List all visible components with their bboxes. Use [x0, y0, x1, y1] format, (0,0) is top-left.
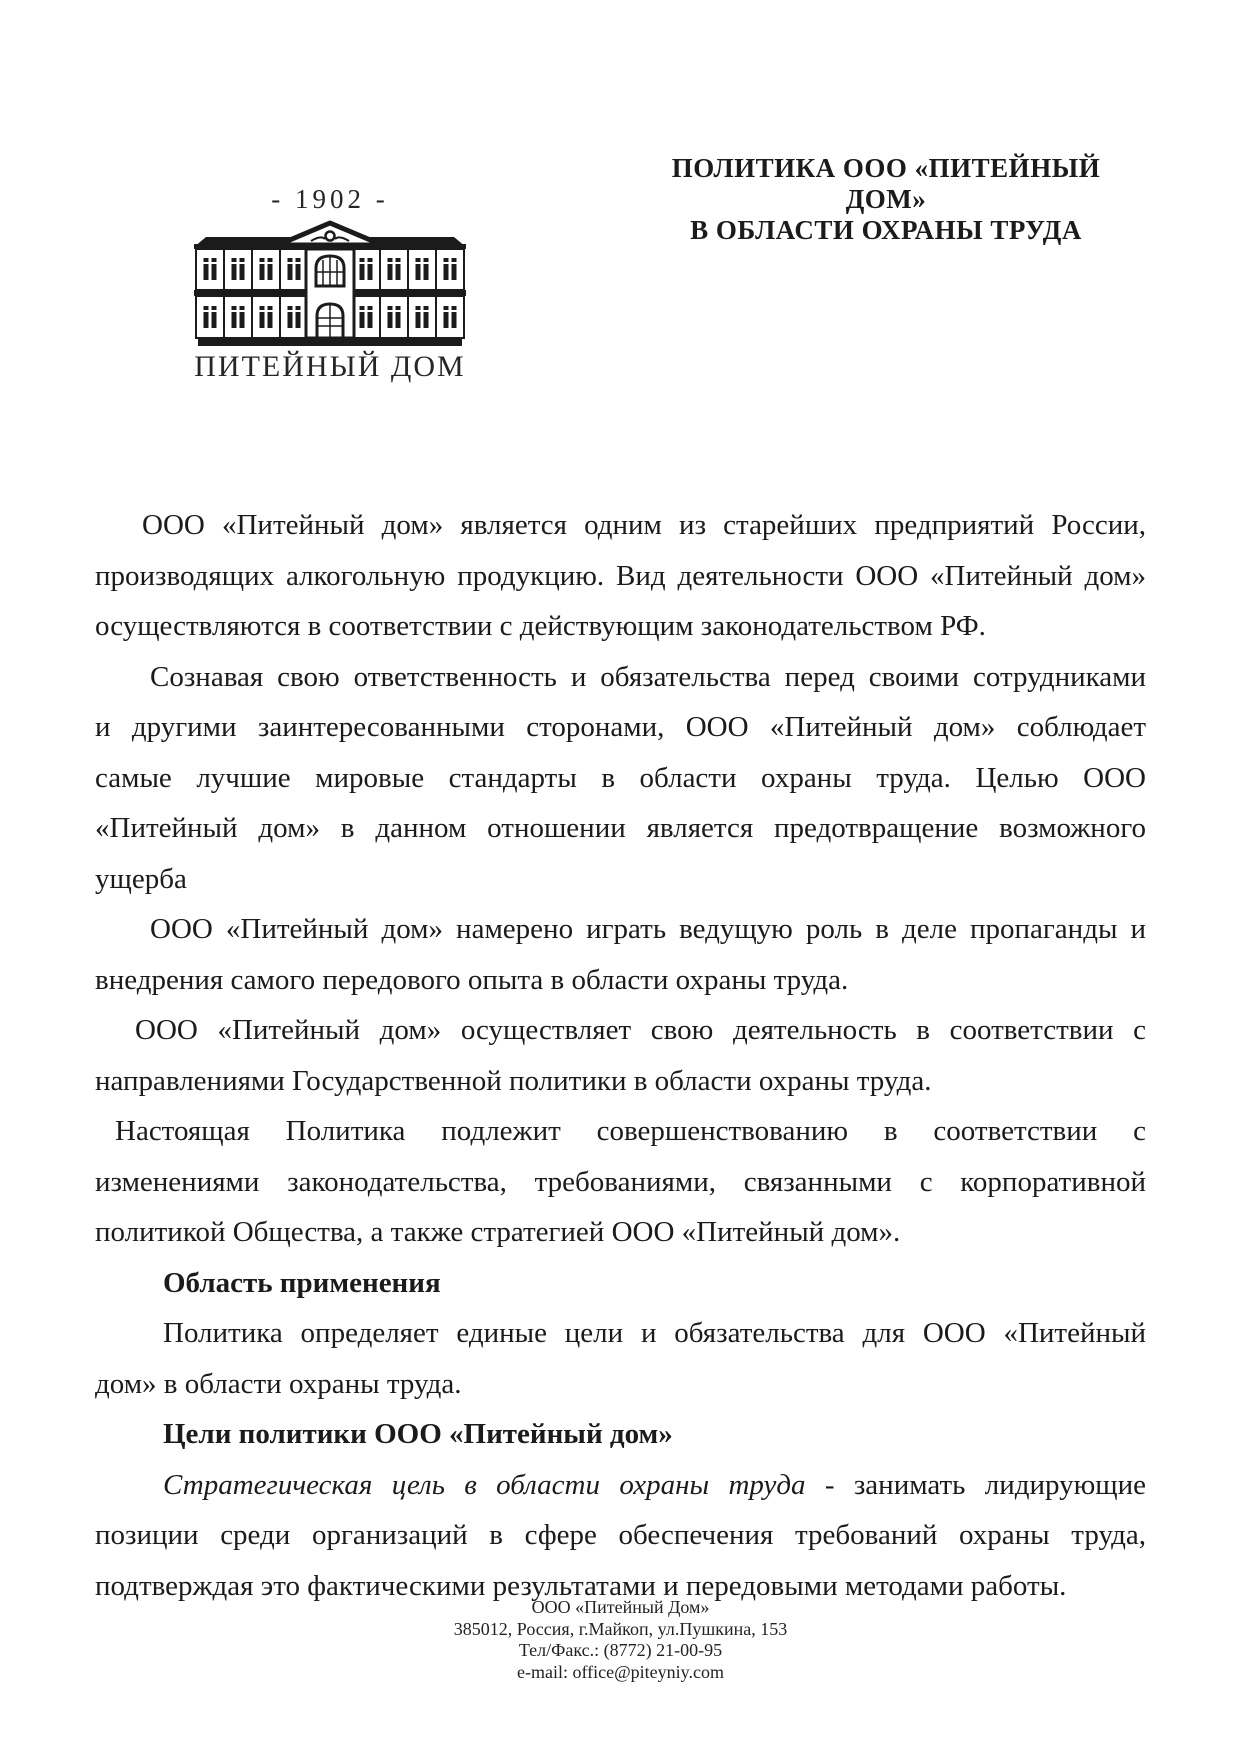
text-line: производящих алкогольную продукцию. Вид деятельности ООО «Питейный дом» [95, 559, 1146, 592]
text-line: подтверждая это фактическими результатами и передовыми методами работы. [95, 1569, 1067, 1602]
paragraph-p1 [95, 500, 1146, 652]
text-line: Цели политики ООО «Питейный дом» [163, 1418, 673, 1450]
footer-line: 385012, Россия, г.Майкоп, ул.Пушкина, 153 [453, 1618, 788, 1639]
company-logo [189, 184, 471, 384]
text-line: внедрения самого передового опыта в области охраны труда. [95, 963, 849, 996]
paragraph-p7 [95, 1460, 1146, 1612]
footer-line: Тел/Факс.: (8772) 21-00-95 [518, 1640, 723, 1660]
text-line: «Питейный дом» в данном отношении является предотвращение возможного [95, 812, 1146, 844]
text-line: позиции среди организаций в сфере обеспечения требований охраны труда, [95, 1519, 1146, 1551]
text-line: изменениями законодательства, требованиями, связанными с корпоративной [95, 1165, 1146, 1198]
paragraph-p2 [95, 652, 1146, 905]
text-line: дом» в области охраны труда. [95, 1367, 462, 1400]
text-line: направлениями Государственной политики в области охраны труда. [95, 1064, 932, 1097]
text-line: Сознавая свою ответственность и обязательства перед своими сотрудниками [150, 660, 1146, 693]
document-body [95, 500, 1146, 1611]
paragraph-heading-goals [95, 1409, 1146, 1460]
title-line-1: ПОЛИТИКА ООО «ПИТЕЙНЫЙ ДОМ» [671, 153, 1101, 214]
text-line: ООО «Питейный дом» осуществляет свою деятельность в соответствии с [135, 1014, 1146, 1046]
title-line-2: В ОБЛАСТИ ОХРАНЫ ТРУДА [690, 215, 1082, 245]
emphasized-text: Стратегическая цель в области охраны труда [163, 1468, 806, 1501]
text-line: и другими заинтересованными сторонами, ООО «Питейный дом» соблюдает [95, 711, 1146, 743]
text-line: ущерба [95, 862, 187, 895]
text-line: ООО «Питейный дом» намерено играть ведущую роль в деле пропаганды и [150, 913, 1146, 945]
logo-caption: ПИТЕЙНЫЙ ДОМ [194, 350, 466, 383]
logo-year-text: - 1902 - [271, 184, 389, 214]
paragraph-heading-scope [95, 1258, 1146, 1309]
footer-line: ООО «Питейный Дом» [531, 1597, 710, 1617]
paragraph-p6 [95, 1308, 1146, 1409]
document-title [630, 153, 1142, 246]
text-line: Область применения [163, 1266, 441, 1299]
text-line: Настоящая Политика подлежит совершенствованию в соответствии с [115, 1115, 1146, 1147]
building-facade-icon [194, 220, 466, 346]
paragraph-p3 [95, 904, 1146, 1005]
text-segment: - занимать лидирующие [805, 1468, 1146, 1501]
paragraph-p4 [95, 1005, 1146, 1106]
text-line: осуществляются в соответствии с действующим законодательством РФ. [95, 610, 986, 642]
text-line: ООО «Питейный дом» является одним из старейших предприятий России, [142, 509, 1146, 541]
text-line: Политика определяет единые цели и обязательства для ООО «Питейный [163, 1317, 1146, 1349]
text-line: политикой Общества, а также стратегией ООО «Питейный дом». [95, 1216, 901, 1248]
text-line [95, 1460, 1146, 1511]
paragraph-p5 [95, 1106, 1146, 1258]
text-line: самые лучшие мировые стандарты в области охраны труда. Целью ООО [95, 761, 1146, 794]
document-footer [0, 1597, 1241, 1683]
footer-line: e-mail: office@piteyniy.com [516, 1661, 724, 1682]
